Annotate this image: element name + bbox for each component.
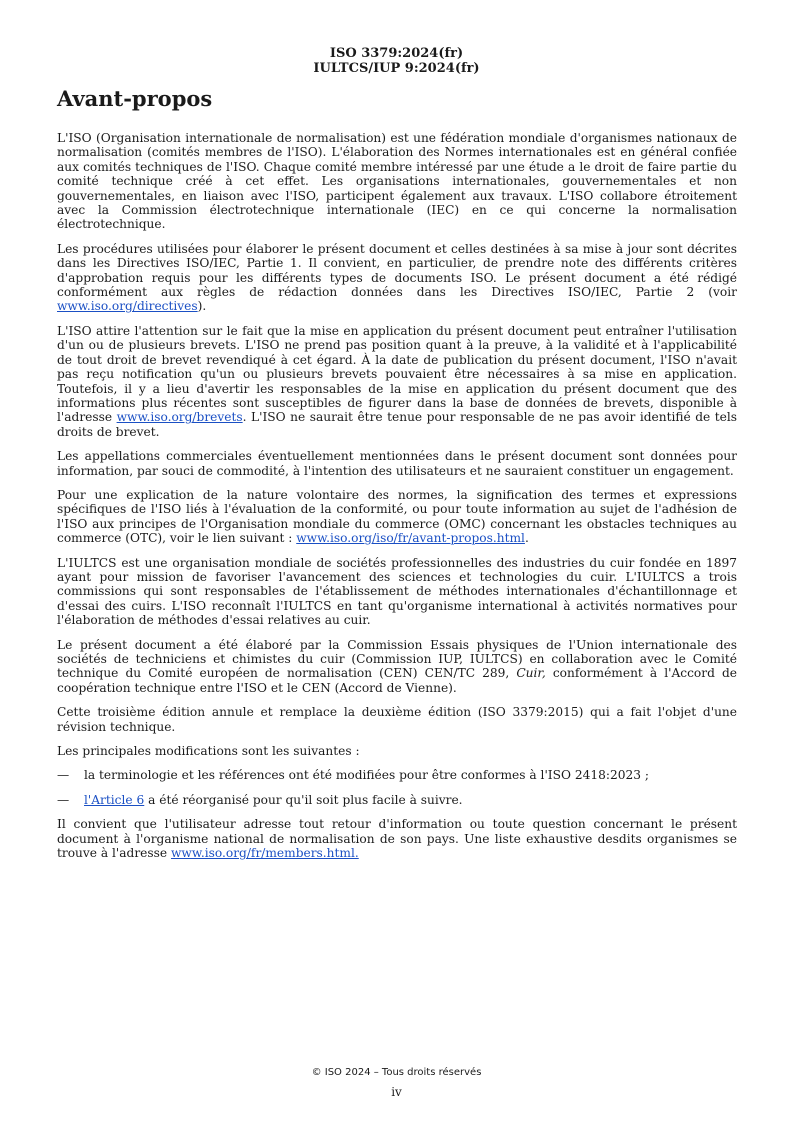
paragraph-voluntary-nature — [57, 488, 737, 546]
page-title: Avant-propos — [57, 86, 213, 111]
link-directives[interactable]: www.iso.org/directives — [57, 299, 198, 314]
link-members[interactable]: www.iso.org/fr/members.html. — [170, 846, 359, 861]
paragraph-text: Pour une explication de la nature volontaire des normes, la signification des termes et expressions spécifiques de l'ISO liés à l'évaluation de la conformité, ou pour toute information au sujet de l'adhésion de l'ISO aux principes de l'Organisation mondiale du commerce (OMC) concernant les obstacles techniques au commerce (OTC), voir le lien suivant : — [57, 487, 737, 546]
list-item-text: la terminologie et les références ont été modifiées pour être conformes à l'ISO 2418:2023 ; — [84, 768, 649, 783]
header-standard-number: ISO 3379:2024(fr) — [329, 46, 464, 61]
document-header — [0, 46, 793, 76]
list-item — [57, 793, 737, 807]
list-item-content — [84, 793, 463, 807]
list-item — [57, 768, 737, 782]
paragraph-text: . — [524, 531, 529, 546]
dash-bullet: — — [57, 792, 70, 807]
header-iultcs-number: IULTCS/IUP 9:2024(fr) — [313, 61, 480, 76]
list-item-text: a été réorganisé pour qu'il soit plus facile à suivre. — [144, 792, 463, 807]
paragraph-patents — [57, 324, 737, 439]
copyright-footer: © ISO 2024 – Tous droits réservés — [311, 1067, 482, 1078]
paragraph-text: Le présent document a été élaboré par la Commission Essais physiques de l'Union internationale des sociétés de techniciens et chimistes du cuir (Commission IUP, IULTCS) en collaboration avec le Comité technique du Comité européen de normalisation (CEN) CEN/TC 289, — [57, 637, 737, 681]
paragraph-directives — [57, 242, 737, 314]
paragraph-text: . L'ISO ne saurait être tenue pour responsable de ne pas avoir identifié de tels droits de brevet. — [57, 410, 738, 439]
page-number: iv — [391, 1085, 402, 1099]
paragraph-feedback — [57, 817, 737, 860]
dash-bullet: — — [57, 768, 70, 783]
link-patents[interactable]: www.iso.org/brevets — [116, 410, 243, 425]
paragraph-iso-intro: L'ISO (Organisation internationale de normalisation) est une fédération mondiale d'organismes nationaux de normalisation (comités membres de l'ISO). L'élaboration des Normes internationales est en général confiée aux comités techniques de l'ISO. Chaque comité membre intéressé par une étude a le droit de faire partie du comité technique créé à cet effet. Les organisations internationales, gouvernementales et non gouvernementales, en liaison avec l'ISO, participent également aux travaux. L'ISO collabore étroitement avec la Commission électrotechnique internationale (IEC) en ce qui concerne la normalisation électrotechnique. — [57, 131, 737, 232]
link-foreword-info[interactable]: www.iso.org/iso/fr/avant-propos.html — [296, 531, 525, 546]
paragraph-text: Les procédures utilisées pour élaborer le présent document et celles destinées à sa mise à jour sont décrites dans les Directives ISO/IEC, Partie 1. Il convient, en particulier, de prendre note des différents critères d'approbation requis pour les différents types de documents ISO. Le présent document a été rédigé conformément aux règles de rédaction données dans les Directives ISO/IEC, Partie 2 (voir — [57, 241, 737, 300]
paragraph-committee — [57, 638, 737, 696]
paragraph-edition: Cette troisième édition annule et remplace la deuxième édition (ISO 3379:2015) qui a fait l'objet d'une révision technique. — [57, 705, 737, 734]
link-article-6[interactable]: l'Article 6 — [84, 792, 145, 807]
paragraph-text: L'ISO attire l'attention sur le fait que la mise en application du présent document peut entraîner l'utilisation d'un ou de plusieurs brevets. L'ISO ne prend pas position quant à la preuve, à la validité et à l'applicabilité de tout droit de brevet revendiqué à cet égard. À la date de publication du présent document, l'ISO n'avait pas reçu notification qu'un ou plusieurs brevets pouvaient être nécessaires à sa mise en application. Toutefois, il y a lieu d'avertir les responsables de la mise en application du présent document que des informations plus récentes sont susceptibles de figurer dans la base de données de brevets, disponible à l'adresse — [57, 323, 737, 425]
foreword-body — [57, 131, 737, 870]
paragraph-text: ). — [197, 299, 207, 314]
paragraph-trade-names: Les appellations commerciales éventuellement mentionnées dans le présent document sont données pour information, par souci de commodité, à l'intention des utilisateurs et ne sauraient constituer un engagement. — [57, 449, 737, 478]
committee-title: Cuir, — [516, 666, 546, 681]
paragraph-text: Il convient que l'utilisateur adresse tout retour d'information ou toute question concernant le présent document à l'organisme national de normalisation de son pays. Une liste exhaustive desdits organismes se trouve à l'adresse — [57, 817, 737, 861]
paragraph-text: conformément à l'Accord de coopération technique entre l'ISO et le CEN (Accord de Vienne). — [57, 666, 737, 695]
paragraph-iultcs: L'IULTCS est une organisation mondiale de sociétés professionnelles des industries du cuir fondée en 1897 ayant pour mission de favoriser l'avancement des sciences et technologies du cuir. L'IULTCS a trois commissions qui sont responsables de l'établissement de méthodes internationales d'échantillonnage et d'essai des cuirs. L'ISO reconnaît l'IULTCS en tant qu'organisme international à activités normatives pour l'élaboration de méthodes d'essai relatives au cuir. — [57, 555, 737, 628]
paragraph-changes-intro: Les principales modifications sont les suivantes : — [57, 744, 360, 759]
